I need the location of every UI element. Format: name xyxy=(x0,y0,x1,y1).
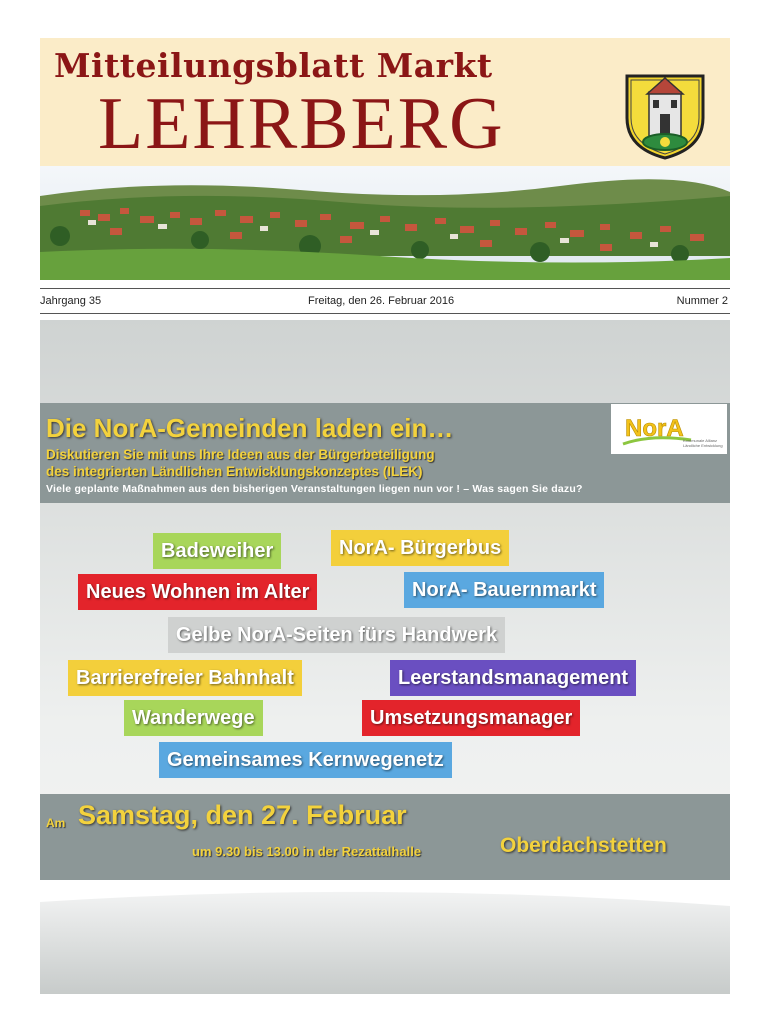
topic-bahnhalt: Barrierefreier Bahnhalt xyxy=(68,660,302,696)
event-prefix: Am xyxy=(46,816,66,830)
event-place: Oberdachstetten xyxy=(500,834,667,857)
topic-kernwegenetz: Gemeinsames Kernwegenetz xyxy=(159,742,452,778)
topic-buergerbus: NorA- Bürgerbus xyxy=(331,530,509,566)
issue-info-line xyxy=(40,288,730,314)
municipal-crest-icon xyxy=(617,68,713,162)
topic-wanderwege: Wanderwege xyxy=(124,700,263,736)
nora-logo xyxy=(611,404,727,454)
topic-wohnen-im-alter: Neues Wohnen im Alter xyxy=(78,574,317,610)
decorative-swoosh xyxy=(40,880,730,994)
feature-headline: Die NorA-Gemeinden laden ein… xyxy=(46,413,454,443)
topic-bauernmarkt: NorA- Bauernmarkt xyxy=(404,572,604,608)
event-band xyxy=(40,794,730,880)
nora-logo-text: NorA xyxy=(625,415,684,442)
topic-umsetzungsmanager: Umsetzungsmanager xyxy=(362,700,580,736)
feature-note: Viele geplante Maßnahmen aus den bisherigen Veranstaltungen liegen nun vor ! – Was sagen Sie dazu? xyxy=(46,483,583,495)
topic-gelbe-seiten: Gelbe NorA-Seiten fürs Handwerk xyxy=(168,617,505,653)
masthead-title-line2: LEHRBERG xyxy=(98,83,505,165)
issue-date: Freitag, den 26. Februar 2016 xyxy=(308,295,455,307)
feature-subline-2: des integrierten Ländlichen Entwicklungskonzeptes (ILEK) xyxy=(46,464,423,479)
nora-logo-caption-1: Kommunale Allianz xyxy=(683,438,718,443)
feature-subline-1: Diskutieren Sie mit uns Ihre Ideen aus der Bürgerbeteiligung xyxy=(46,447,435,462)
event-date: Samstag, den 27. Februar xyxy=(78,800,407,830)
event-time-location: um 9.30 bis 13.00 in der Rezattalhalle xyxy=(192,844,422,859)
issue-number: Nummer 2 xyxy=(676,295,728,307)
issue-volume: Jahrgang 35 xyxy=(40,295,102,307)
feature-panel xyxy=(40,320,730,994)
nora-logo-caption-2: Ländliche Entwicklung xyxy=(683,443,723,448)
topic-leerstandsmanagement: Leerstandsmanagement xyxy=(390,660,636,696)
topic-badeweiher: Badeweiher xyxy=(153,533,281,569)
masthead xyxy=(40,38,730,280)
masthead-title-line1: Mitteilungsblatt Markt xyxy=(54,46,493,85)
town-landscape-photo xyxy=(40,166,730,280)
